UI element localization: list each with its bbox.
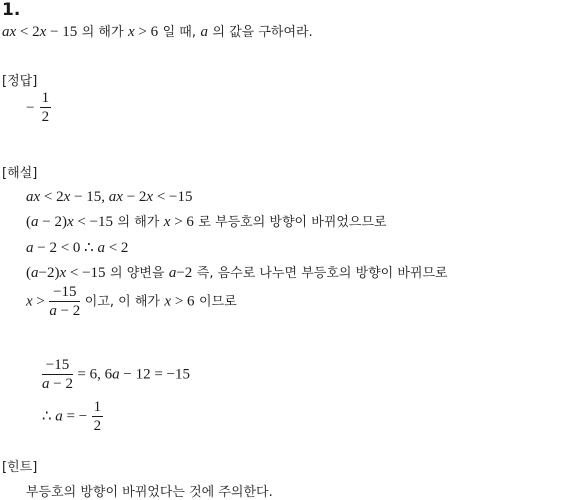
- explanation-line-5: x > $\frac{-15}{a - 2}$ 이고, 이 해가 x > 6 이므로: [26, 284, 237, 319]
- answer-value: − $\frac{1}{2}$: [26, 90, 50, 125]
- explanation-line-2: (a − 2)x < −15 의 해가 x > 6 로 부등호의 방향이 바뀌었으므로: [26, 214, 387, 230]
- problem-statement: ax < 2x − 15 의 해가 x > 6 일 때, a 의 값을 구하여라.: [2, 24, 313, 40]
- hint-header: [힌트]: [2, 460, 38, 475]
- problem-number: 1.: [2, 0, 21, 20]
- explanation-line-6: $\frac{-15}{a - 2}$ = 6, 6a − 12 = −15: [42, 357, 191, 392]
- explanation-header: [해설]: [2, 166, 38, 181]
- explanation-line-1: ax < 2x − 15, ax − 2x < −15: [26, 189, 193, 205]
- hint-text: 부등호의 방향이 바뀌었다는 것에 주의한다.: [26, 485, 273, 500]
- explanation-line-4: (a−2)x < −15 의 양변을 a−2 즉, 음수로 나누면 부등호의 방향이 바뀌므로: [26, 265, 448, 281]
- answer-header: [정답]: [2, 74, 38, 89]
- explanation-line-7: ∴ a = − $\frac{1}{2}$: [42, 399, 102, 434]
- explanation-line-3: a − 2 < 0 ∴ a < 2: [26, 240, 129, 256]
